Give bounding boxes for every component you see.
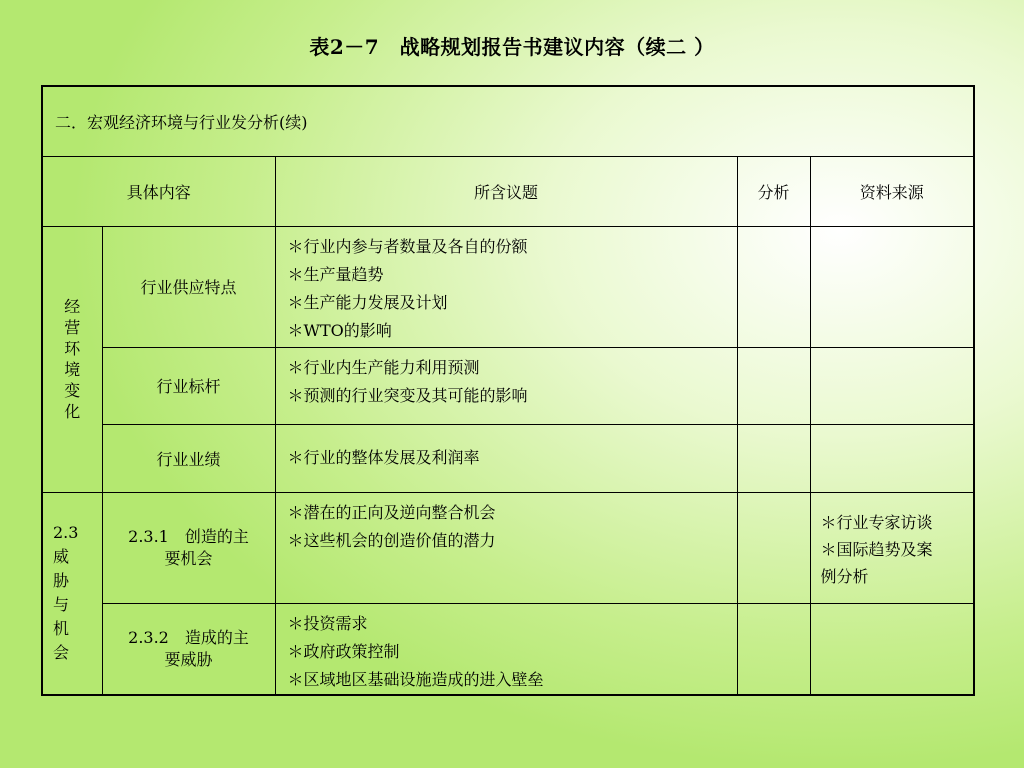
group-label-char: 化: [64, 402, 81, 421]
item-line: 要机会: [164, 548, 213, 568]
column-header-content: 具体内容: [42, 156, 275, 226]
group-label-threats-opportunities: [42, 492, 102, 695]
table-row: [42, 603, 974, 695]
analysis-cell: [737, 226, 810, 347]
group-label-char: 境: [64, 360, 81, 379]
item-line: 要威胁: [164, 649, 213, 669]
group-label-line: 与: [53, 595, 70, 614]
topic-item: ＊生产能力发展及计划: [287, 292, 448, 312]
sources-cell: [810, 424, 974, 492]
topics-cell: [275, 424, 737, 492]
topics-cell: [275, 226, 737, 347]
topic-item: ＊预测的行业突变及其可能的影响: [287, 385, 528, 405]
group-label-char: 经: [64, 297, 81, 316]
topics-cell: [275, 492, 737, 603]
topic-item: ＊这些机会的创造价值的潜力: [287, 530, 496, 550]
topics-cell: [275, 347, 737, 424]
analysis-cell: [737, 492, 810, 603]
page-title: 表2－7 战略规划报告书建议内容（续二 ）: [309, 35, 715, 59]
column-header-analysis: 分析: [737, 156, 810, 226]
group-label-char: 变: [64, 381, 81, 400]
column-header-topics: 所含议题: [275, 156, 737, 226]
analysis-cell: [737, 424, 810, 492]
item-main-threats: [102, 603, 275, 695]
table-row: [42, 424, 974, 492]
group-label-char: 营: [64, 318, 81, 337]
table-row: [42, 226, 974, 347]
sources-cell: [810, 347, 974, 424]
item-line: 2.3.2 造成的主: [128, 627, 249, 647]
group-label-line: 威: [53, 547, 70, 566]
table-row: [42, 347, 974, 424]
column-header-sources: 资料来源: [810, 156, 974, 226]
table-row: [42, 492, 974, 603]
topic-item: ＊生产量趋势: [287, 264, 384, 284]
group-label-business-environment: [42, 226, 102, 492]
topic-item: ＊潜在的正向及逆向整合机会: [287, 502, 496, 522]
sources-cell: [810, 603, 974, 695]
source-item: ＊国际趋势及案: [820, 539, 933, 559]
topic-item: ＊区域地区基础设施造成的进入壁垒: [287, 669, 544, 689]
topic-item: ＊行业的整体发展及利润率: [287, 448, 480, 467]
group-label-char: 环: [64, 339, 81, 358]
header-row: [42, 156, 974, 226]
source-item: ＊行业专家访谈: [820, 512, 933, 532]
group-label-line: 会: [53, 643, 70, 662]
topic-item: ＊政府政策控制: [287, 641, 400, 661]
topic-item: ＊投资需求: [287, 613, 368, 633]
item-industry-benchmark: 行业标杆: [102, 347, 275, 424]
analysis-cell: [737, 347, 810, 424]
topic-item: ＊行业内生产能力利用预测: [287, 357, 480, 377]
item-main-opportunities: [102, 492, 275, 603]
strategy-report-table: [41, 85, 975, 696]
group-label-line: 胁: [53, 571, 70, 590]
section-heading: 二．宏观经济环境与行业发分析(续): [42, 86, 974, 156]
topic-item: ＊行业内参与者数量及各自的份额: [287, 236, 528, 256]
source-item: 例分析: [820, 566, 869, 586]
group-label-line: 2.3: [53, 523, 79, 542]
topics-cell: [275, 603, 737, 695]
item-industry-performance: 行业业绩: [102, 424, 275, 492]
item-industry-supply: 行业供应特点: [102, 226, 275, 347]
item-line: 2.3.1 创造的主: [128, 526, 249, 546]
group-label-line: 机: [53, 619, 70, 638]
analysis-cell: [737, 603, 810, 695]
sources-cell: [810, 492, 974, 603]
section-heading-row: [42, 86, 974, 156]
topic-item: ＊WTO的影响: [287, 320, 392, 340]
sources-cell: [810, 226, 974, 347]
